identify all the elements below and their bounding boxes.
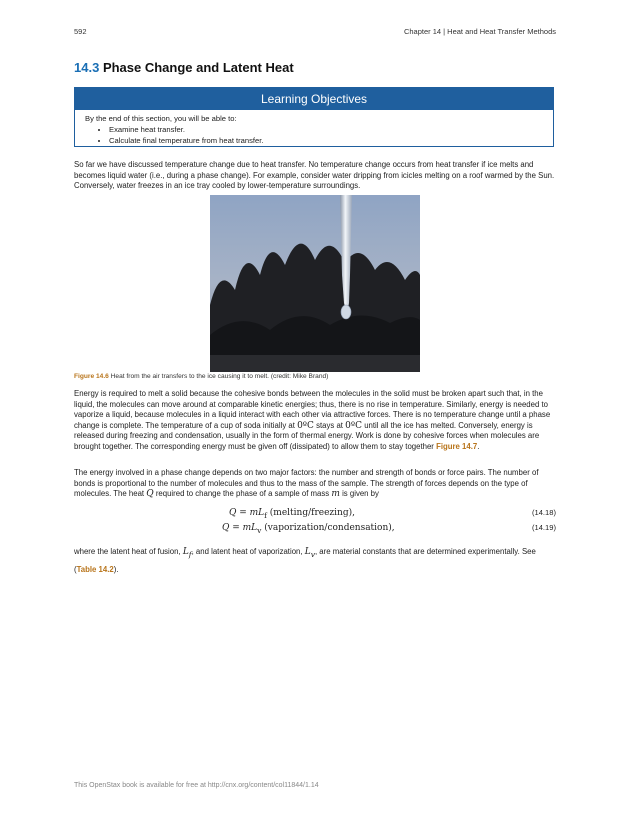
paragraph-text: The energy involved in a phase change depends on two major factors: the number and strength of bonds or force pairs. The number of bonds is proportional to the number of molecules and thus to the mass of the sample. The strength of forces depends on the type of molecules. The heat — [74, 468, 539, 499]
objective-item: • Calculate final temperature from heat transfer. — [109, 135, 543, 146]
learning-objectives-body — [75, 110, 553, 149]
section-number: 14.3 — [74, 60, 100, 75]
paragraph-text: stays at — [316, 420, 343, 430]
equation-number: (14.19) — [531, 523, 556, 532]
temperature-value: 0ºC — [345, 420, 363, 431]
equation: $Q = mL_f$ (melting/freezing), — [229, 508, 355, 520]
symbol-m: m — [331, 489, 340, 500]
paragraph-text: is given by — [342, 489, 379, 499]
paragraph-text: , and latent heat of vaporization, — [191, 547, 303, 556]
section-title-text: Phase Change and Latent Heat — [102, 60, 294, 75]
learning-objectives-intro: By the end of this section, you will be able to: — [85, 114, 237, 123]
paragraph-text: Energy is required to melt a solid because the cohesive bonds between the molecules in the solid must be broken apart such that, in the liquid, the molecules can move around at comparable kinetic energies; thus, there is no rise in temperature. Similarly, energy is needed to vaporize a liquid, because molecules in a liquid interact with each other via attractive forces. There is no temperature change until a phase change is complete. The temperature of a cup of soda initially at — [74, 389, 551, 430]
paragraph-text: . — [477, 441, 480, 451]
equation-number: (14.18) — [531, 508, 556, 517]
symbol-q: Q — [146, 489, 154, 500]
paragraph-phase-energy — [74, 468, 556, 500]
paragraph-text: required to change the phase of a sample of mass — [155, 489, 330, 499]
intro-paragraph: So far we have discussed temperature change due to heat transfer. No temperature change occurs from heat transfer if ice melts and becomes liquid water (i.e., during a phase change). For example, consider water dripping from icicles melting on a roof warmed by the Sun. Conversely, water freezes in an ice tray cooled by lower-temperature surroundings. — [74, 160, 555, 191]
figure-label: Figure 14.6 — [74, 373, 109, 380]
paragraph-text: until all the ice has melted. Conversely, energy is released during freezing and condensation, usually in the form of thermal energy. Work is done by cohesive forces when molecules are brought together. The corresponding energy must be given off (dissipated) to allow them to stay together — [74, 420, 540, 451]
temperature-value: 0ºC — [297, 420, 314, 431]
paragraph-text: ). — [113, 564, 119, 574]
footer-note: This OpenStax book is available for free at http://cnx.org/content/col11844/1.14 — [74, 782, 319, 789]
paragraph-latent-heat — [74, 544, 556, 577]
equation-row — [74, 523, 556, 537]
page-number: 592 — [74, 27, 87, 36]
objective-item: • Examine heat transfer. — [109, 124, 543, 135]
equation-row — [74, 508, 556, 522]
figure-link[interactable]: Figure 14.7 — [436, 441, 478, 451]
paragraph-energy — [74, 389, 556, 453]
symbol-lf: $L_f$ — [182, 547, 192, 559]
table-link[interactable]: Table 14.2 — [76, 564, 114, 574]
chapter-header: Chapter 14 | Heat and Heat Transfer Methods — [403, 27, 556, 36]
figure-caption-text: Heat from the air transfers to the ice causing it to melt. (credit: Mike Brand) — [110, 373, 329, 380]
learning-objectives-box — [74, 87, 554, 147]
section-title — [74, 60, 294, 75]
learning-objectives-list — [85, 124, 543, 146]
learning-objectives-heading: Learning Objectives — [75, 88, 553, 110]
icicle-photo — [210, 195, 420, 372]
figure-caption — [74, 373, 328, 380]
equation: $Q = mL_v$ (vaporization/condensation), — [222, 523, 395, 535]
paragraph-text: , are material constants that are determined experimentally. See ( — [74, 547, 536, 574]
symbol-lv: $L_v$ — [304, 547, 315, 559]
paragraph-text: where the latent heat of fusion, — [74, 547, 181, 556]
